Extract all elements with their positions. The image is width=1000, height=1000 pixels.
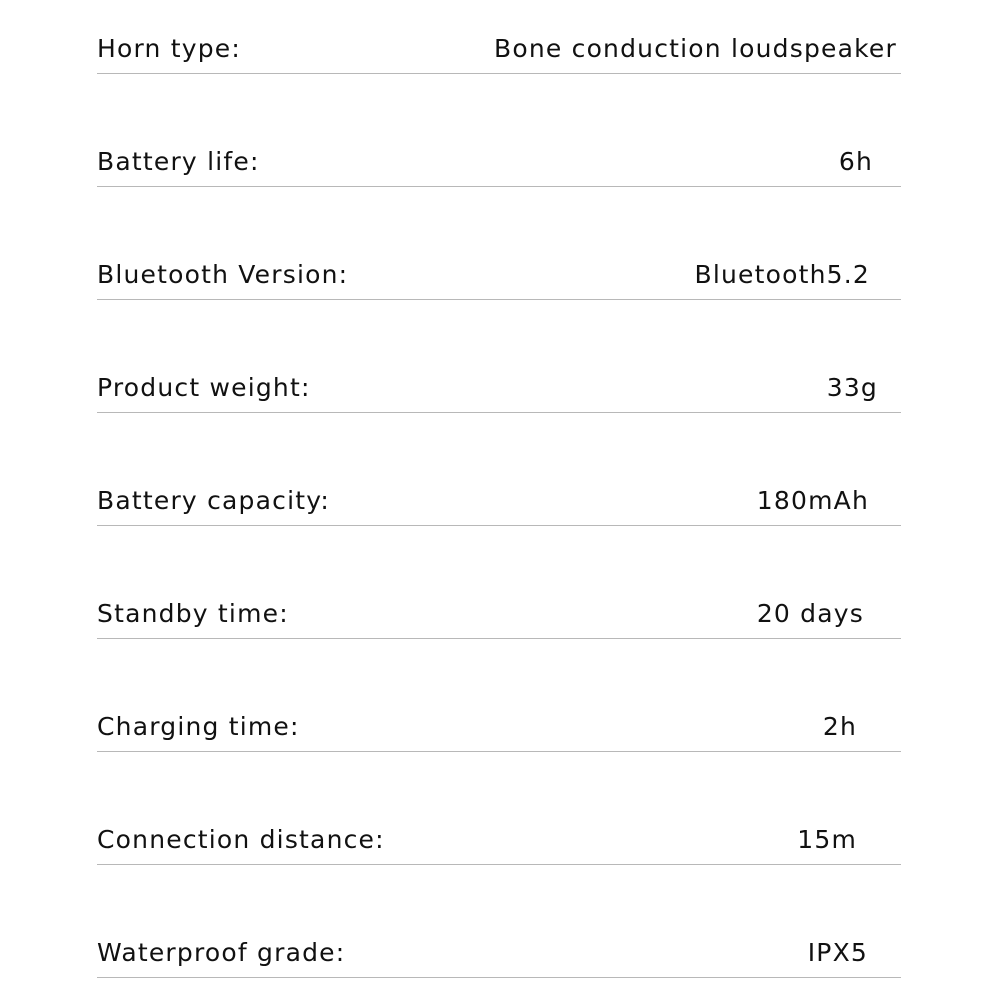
spec-row-product-weight bbox=[97, 372, 901, 413]
spec-value: 2h bbox=[822, 712, 857, 741]
spec-label: Bluetooth Version: bbox=[97, 260, 349, 289]
spec-row-bluetooth-version bbox=[97, 259, 901, 300]
spec-value: Bone conduction loudspeaker bbox=[494, 34, 897, 63]
spec-value: 6h bbox=[838, 147, 873, 176]
spec-label: Horn type: bbox=[97, 34, 241, 63]
spec-label: Battery capacity: bbox=[97, 486, 331, 515]
spec-value: 20 days bbox=[756, 599, 864, 628]
spec-value: Bluetooth5.2 bbox=[694, 260, 870, 289]
spec-value: 15m bbox=[797, 825, 857, 854]
spec-label: Product weight: bbox=[97, 373, 311, 402]
spec-label: Connection distance: bbox=[97, 825, 385, 854]
spec-value: 33g bbox=[826, 373, 878, 402]
spec-row-charging-time bbox=[97, 711, 901, 752]
spec-row-connection-distance bbox=[97, 824, 901, 865]
spec-value: 180mAh bbox=[756, 486, 869, 515]
spec-row-battery-capacity bbox=[97, 485, 901, 526]
spec-label: Battery life: bbox=[97, 147, 260, 176]
spec-row-waterproof-grade bbox=[97, 937, 901, 978]
spec-row-horn-type bbox=[97, 33, 901, 74]
spec-label: Waterproof grade: bbox=[97, 938, 346, 967]
spec-label: Charging time: bbox=[97, 712, 300, 741]
spec-row-standby-time bbox=[97, 598, 901, 639]
spec-row-battery-life bbox=[97, 146, 901, 187]
spec-label: Standby time: bbox=[97, 599, 289, 628]
spec-value: IPX5 bbox=[807, 938, 868, 967]
